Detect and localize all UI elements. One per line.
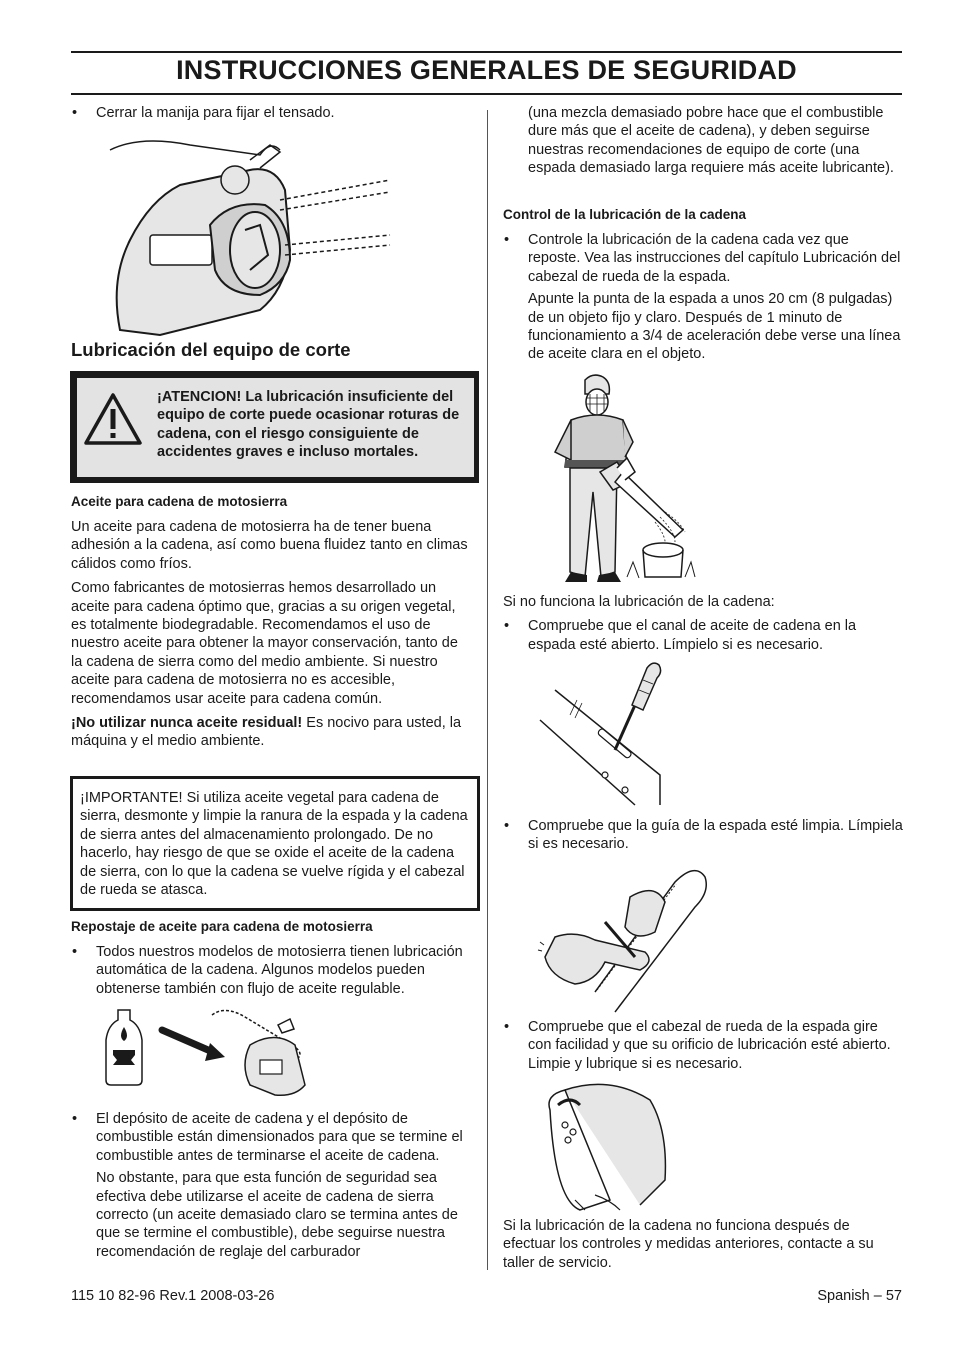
bullet-oil-channel: • Compruebe que el canal de aceite de cadena en la espada esté abierto. Límpielo si es necesario. (503, 617, 903, 654)
header-bottom-rule (71, 93, 902, 95)
right-top-text (503, 104, 903, 178)
oil-refill-illustration (100, 1005, 320, 1100)
subheading-control-lubrication: Control de la lubricación de la cadena (503, 207, 747, 222)
important-box (70, 776, 480, 911)
bullet-models: • Todos nuestros modelos de motosierra tienen lubricación automática de la cadena. Algunos modelos pueden obtenerse también con flujo de aceite regulable. (71, 943, 471, 998)
no-waste-oil-bold: ¡No utilizar nunca aceite residual! (71, 715, 303, 732)
bullet-guide: • Compruebe que la guía de la espada esté limpia. Límpiela si es necesario. (503, 817, 903, 854)
bullet-control: • Controle la lubricación de la cadena cada vez que reposte. Vea las instrucciones del capítulo Lubricación del cabezal de rueda de la espada. (503, 231, 903, 286)
paragraph-no-waste-oil (71, 714, 471, 751)
warning-box (70, 371, 479, 483)
paragraph-however: No obstante, para que esta función de seguridad sea efectiva debe utilizarse el aceite de cadena de sierra correcto (un aceite demasiado claro se termina antes de que se termine el combustible), debe seguirse nuestra recomendación de reglaje del carburador (96, 1170, 458, 1260)
important-text: ¡IMPORTANTE! Si utiliza aceite vegetal para cadena de sierra, desmonte y limpie la ranura de la espada y la cadena de sierra antes del almacenamiento prolongado. De no hacerlo, hay riesgo de que se oxide el aceite de la cadena de sierra, con lo que la cadena se vuelve rígida y el cabezal de rueda se atasca. (80, 790, 468, 899)
header-top-rule (71, 51, 902, 53)
sprocket-nose-illustration (540, 1080, 670, 1210)
right-ifnot-text (503, 593, 903, 654)
right-control-text (503, 231, 903, 364)
page-title: INSTRUCCIONES GENERALES DE SEGURIDAD (176, 55, 797, 85)
operator-lubrication-test-illustration (535, 372, 695, 590)
paragraph-point-bar: Apunte la punta de la espada a unos 20 cm (8 pulgadas) de un objeto fijo y claro. Después de 1 minuto de funcionamiento a 3/4 de aceleración debe verse una línea de aceite clara en el objeto. (528, 291, 901, 363)
paragraph-continuation: (una mezcla demasiado pobre hace que el combustible dure más que el aceite de cadena), y deben seguirse nuestras recomendaciones de equipo de corte (una espada demasiado larga requiere más aceite lubricante). (528, 105, 894, 177)
paragraph-if-not-working: Si no funciona la lubricación de la cadena: (503, 594, 775, 610)
left-bottom-text (71, 1110, 471, 1261)
bullet-tanks: • El depósito de aceite de cadena y el depósito de combustible están dimensionados para que se termine el combustible antes de terminarse el aceite de cadena. (71, 1110, 471, 1165)
footer-page-label: Spanish – 57 (817, 1288, 902, 1304)
paragraph-final: Si la lubricación de la cadena no funciona después de efectuar los controles y medidas anteriores, contacte a su taller de servicio. (503, 1218, 874, 1271)
warning-text: ¡ATENCION! La lubricación insuficiente del equipo de corte puede ocasionar roturas de cadena, con el riesgo consiguiente de accidentes graves e incluso mortales. (157, 389, 460, 461)
oil-channel-cleaning-illustration (535, 660, 670, 810)
paragraph-adhesion: Un aceite para cadena de motosierra ha de tener buena adhesión a la cadena, así como buena fluidez tanto en climas cálidos como fríos. (71, 519, 468, 572)
no-waste-oil-rest: Es nocivo para usted, la máquina y el medio ambiente. (71, 715, 462, 750)
oil-bottle-icon (106, 1010, 142, 1085)
subheading-refuel-oil: Repostaje de aceite para cadena de motosierra (71, 919, 373, 934)
bullet-close-handle: • Cerrar la manija para fijar el tensado. (71, 104, 471, 122)
guide-cleaning-illustration (535, 862, 715, 1012)
chain-tension-illustration (100, 130, 390, 340)
left-body-text (71, 518, 471, 751)
bullet-wheel: • Compruebe que el cabezal de rueda de la espada gire con facilidad y que su orificio de lubricación esté abierto. Limpie y lubrique si es necesario. (503, 1018, 903, 1073)
footer-doc-number: 115 10 82-96 Rev.1 2008-03-26 (71, 1288, 275, 1304)
warning-triangle-icon (83, 392, 143, 446)
column-divider (487, 110, 488, 1270)
paragraph-manufacturer: Como fabricantes de motosierras hemos desarrollado un aceite para cadena óptimo que, gracias a su origen vegetal, es totalmente biodegradable. Recomendamos el uso de nuestro aceite para obtener la mayor conservación, tanto de la cadena de sierra como del medio ambiente. Si nuestro aceite para cadena de motosierra no es accesible, recomendamos usar aceite para cadena común. (71, 580, 458, 707)
subheading-chain-oil: Aceite para cadena de motosierra (71, 494, 288, 509)
section-heading-lubrication: Lubricación del equipo de corte (71, 339, 351, 360)
